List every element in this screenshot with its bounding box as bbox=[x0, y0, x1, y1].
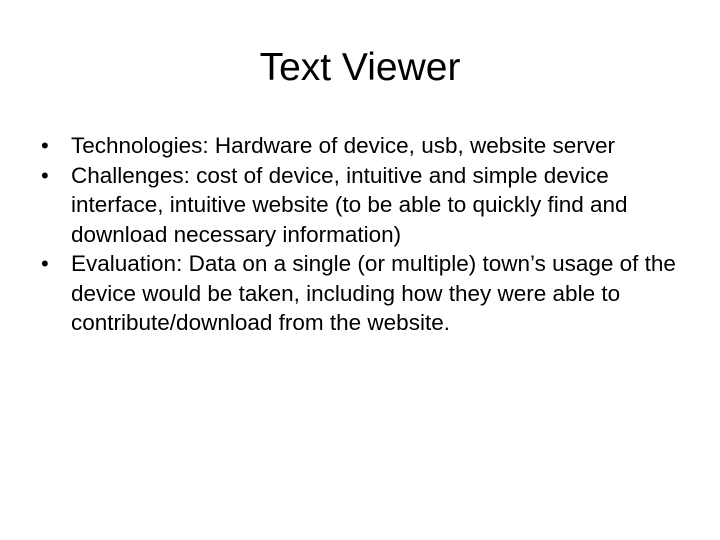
bullet-icon: • bbox=[41, 162, 49, 188]
bullet-text: Evaluation: Data on a single (or multiple) town’s usage of the device would be taken, including how they were able to contribute/download from the website. bbox=[71, 251, 676, 335]
bullet-item-challenges bbox=[36, 161, 696, 250]
bullet-icon: • bbox=[41, 133, 49, 158]
bullet-text: Challenges: cost of device, intuitive and simple device interface, intuitive website (to be able to quickly find and download necessary information) bbox=[71, 162, 628, 247]
bullet-item-technologies bbox=[36, 131, 696, 161]
bullet-icon: • bbox=[41, 251, 49, 276]
bullet-text: Technologies: Hardware of device, usb, website server bbox=[71, 133, 616, 158]
slide-title: Text Viewer bbox=[259, 46, 461, 89]
bullet-list bbox=[36, 131, 696, 338]
bullet-item-evaluation bbox=[36, 249, 696, 338]
